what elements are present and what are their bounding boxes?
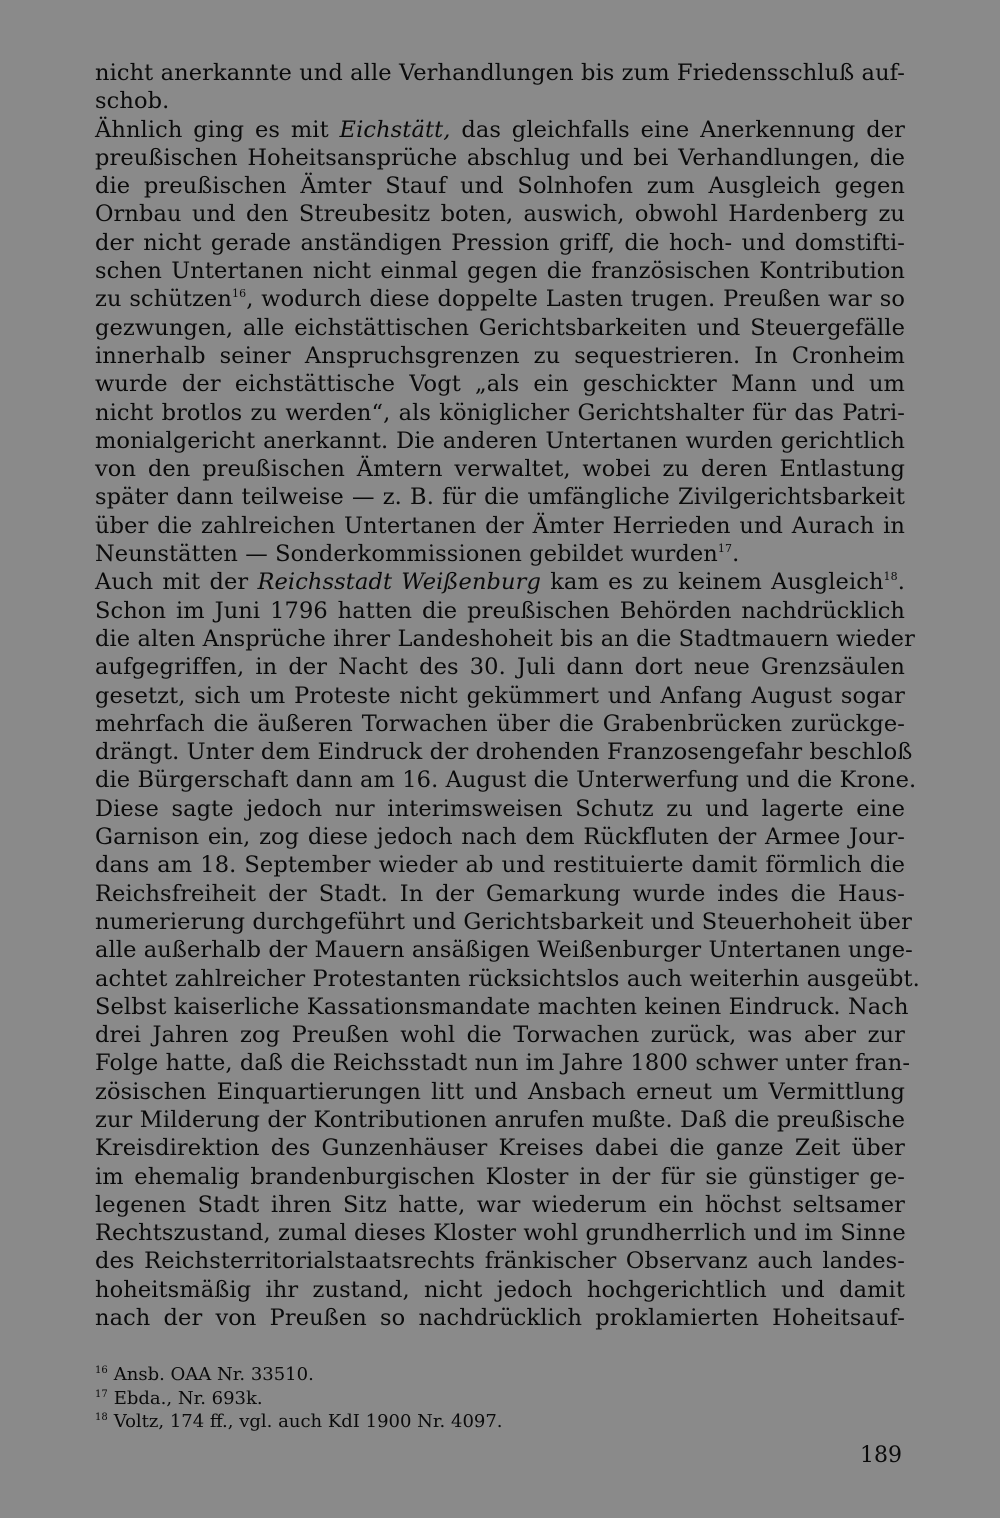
text-line	[95, 1078, 905, 1106]
page-number: 189	[860, 1443, 902, 1468]
body-text	[95, 59, 920, 1332]
text-line	[95, 766, 917, 794]
text-segment: das gleichfalls eine Anerkennung der	[450, 116, 905, 143]
text-segment: Selbst kaiserliche Kassationsmandate machten keinen Eindruck. Nach	[95, 993, 909, 1020]
text-segment: schob.	[95, 88, 170, 115]
italic-name: Eichstätt,	[339, 116, 451, 143]
text-segment: Ornbau und den Streubesitz boten, auswich, obwohl Hardenberg zu	[95, 201, 905, 228]
text-segment: mehrfach die äußeren Torwachen über die Grabenbrücken zurückge-	[95, 710, 905, 737]
text-line	[95, 880, 905, 908]
text-line	[95, 851, 905, 879]
text-line	[95, 568, 905, 596]
text-line	[95, 59, 905, 87]
text-line	[95, 172, 905, 200]
text-segment: Folge hatte, daß die Reichsstadt nun im Jahre 1800 schwer unter fran-	[95, 1050, 911, 1077]
text-line	[95, 455, 905, 483]
text-segment: zu schützen	[95, 286, 233, 313]
text-segment: Reichsfreiheit der Stadt. In der Gemarkung wurde indes die Haus-	[95, 880, 905, 907]
text-line	[95, 314, 905, 342]
text-line	[95, 1247, 905, 1275]
footnote	[95, 1410, 795, 1434]
footnote-ref: 17	[717, 542, 733, 556]
text-line	[95, 1276, 905, 1304]
text-line	[95, 710, 905, 738]
footnote-ref: 16	[232, 287, 247, 301]
text-segment: achtet zahlreicher Protestanten rücksichtslos auch weiterhin ausgeübt.	[95, 965, 920, 992]
text-segment: drei Jahren zog Preußen wohl die Torwachen zurück, was aber zur	[95, 1022, 905, 1049]
text-line	[95, 116, 905, 144]
text-segment: die alten Ansprüche ihrer Landeshoheit bis an die Stadtmauern wieder	[95, 625, 915, 652]
text-segment: Auch mit der	[95, 569, 258, 596]
text-segment: .	[732, 541, 740, 568]
text-segment: alle außerhalb der Mauern ansäßigen Weißenburger Untertanen unge-	[95, 937, 913, 964]
text-segment: zur Milderung der Kontributionen anrufen mußte. Daß die preußische	[95, 1106, 905, 1133]
text-line	[95, 1163, 905, 1191]
text-segment: Rechtszustand, zumal dieses Kloster wohl grundherrlich und im Sinne	[95, 1220, 906, 1247]
text-segment: Schon im Juni 1796 hatten die preußischen Behörden nachdrücklich	[95, 597, 905, 624]
italic-name: Reichsstadt Weißenburg	[257, 569, 541, 596]
text-segment: kam es zu keinem Ausgleich	[541, 569, 884, 596]
text-line	[95, 965, 920, 993]
text-segment: Kreisdirektion des Gunzenhäuser Kreises dabei die ganze Zeit über	[95, 1135, 905, 1162]
footnote-text: Ebda., Nr. 693k.	[113, 1387, 263, 1409]
text-line	[95, 1049, 911, 1077]
text-line	[95, 342, 905, 370]
text-line	[95, 1191, 905, 1219]
footnote-number: 18	[95, 1412, 108, 1423]
footnote-ref: 18	[883, 570, 898, 584]
text-segment: monialgericht anerkannt. Die anderen Untertanen wurden gerichtlich	[95, 427, 905, 454]
text-line	[95, 993, 909, 1021]
text-line	[95, 540, 905, 568]
text-line	[95, 738, 913, 766]
text-line	[95, 1106, 905, 1134]
text-line	[95, 144, 905, 172]
text-segment: Neunstätten — Sonderkommissionen gebildet wurden	[95, 541, 718, 568]
text-line	[95, 823, 905, 851]
text-line	[95, 597, 905, 625]
text-segment: gesetzt, sich um Proteste nicht gekümmert und Anfang August sogar	[95, 682, 905, 709]
footnote	[95, 1387, 795, 1411]
text-segment: über die zahlreichen Untertanen der Ämter Herrieden und Aurach in	[95, 512, 905, 539]
text-segment: numerierung durchgeführt und Gerichtsbarkeit und Steuerhoheit über	[95, 908, 912, 935]
text-line	[95, 908, 912, 936]
text-line	[95, 370, 905, 398]
text-line	[95, 427, 905, 455]
text-line	[95, 682, 905, 710]
text-segment: nicht anerkannte und alle Verhandlungen bis zum Friedensschluß auf-	[95, 60, 905, 86]
text-line	[95, 1304, 905, 1332]
text-line	[95, 257, 905, 285]
footnote-text: Ansb. OAA Nr. 33510.	[113, 1364, 314, 1385]
footnote-number: 17	[95, 1388, 108, 1400]
text-line	[95, 512, 905, 540]
text-line	[95, 285, 905, 313]
text-segment: zösischen Einquartierungen litt und Ansbach erneut um Vermittlung	[95, 1078, 905, 1105]
text-segment: die preußischen Ämter Stauf und Solnhofen zum Ausgleich gegen	[95, 173, 905, 200]
text-segment: im ehemalig brandenburgischen Kloster in der für sie günstiger ge-	[95, 1163, 905, 1190]
text-segment: nicht brotlos zu werden“, als königlicher Gerichtshalter für das Patri-	[95, 399, 905, 426]
text-segment: , wodurch diese doppelte Lasten trugen. Preußen war so	[246, 286, 905, 313]
footnote-number: 16	[95, 1365, 108, 1376]
text-segment: Diese sagte jedoch nur interimsweisen Schutz zu und lagerte eine	[95, 795, 905, 822]
text-segment: legenen Stadt ihren Sitz hatte, war wiederum ein höchst seltsamer	[95, 1191, 905, 1218]
text-line	[95, 87, 905, 115]
text-line	[95, 399, 905, 427]
text-segment: hoheitsmäßig ihr zustand, nicht jedoch hochgerichtlich und damit	[95, 1276, 905, 1303]
text-segment: innerhalb seiner Anspruchsgrenzen zu sequestrieren. In Cronheim	[95, 342, 905, 369]
text-line	[95, 625, 915, 653]
text-segment: drängt. Unter dem Eindruck der drohenden Franzosengefahr beschloß	[95, 739, 913, 766]
footnotes	[95, 1363, 795, 1434]
text-segment: nach der von Preußen so nachdrücklich proklamierten Hoheitsauf-	[95, 1305, 905, 1332]
text-line	[95, 229, 905, 257]
text-line	[95, 1134, 905, 1162]
text-segment: gezwungen, alle eichstättischen Gerichtsbarkeiten und Steuergefälle	[95, 314, 905, 341]
text-segment: schen Untertanen nicht einmal gegen die französischen Kontribution	[95, 258, 905, 285]
text-line	[95, 200, 905, 228]
text-line	[95, 936, 913, 964]
text-line	[95, 483, 905, 511]
text-segment: des Reichsterritorialstaatsrechts fränkischer Observanz auch landes-	[95, 1248, 905, 1275]
text-line	[95, 653, 905, 681]
text-line	[95, 1021, 905, 1049]
text-segment: von den preußischen Ämtern verwaltet, wobei zu deren Entlastung	[95, 456, 905, 483]
text-segment: .	[897, 569, 906, 596]
text-segment: wurde der eichstättische Vogt „als ein geschickter Mann und um	[95, 371, 905, 398]
footnote-text: Voltz, 174 ff., vgl. auch KdI 1900 Nr. 4097.	[113, 1411, 503, 1432]
footnote	[95, 1363, 795, 1387]
text-line	[95, 1219, 905, 1247]
text-segment: Garnison ein, zog diese jedoch nach dem Rückfluten der Armee Jour-	[95, 824, 905, 851]
text-segment: die Bürgerschaft dann am 16. August die Unterwerfung und die Krone.	[95, 767, 917, 794]
text-segment: später dann teilweise — z. B. für die umfängliche Zivilgerichtsbarkeit	[95, 484, 905, 511]
text-segment: aufgegriffen, in der Nacht des 30. Juli dann dort neue Grenzsäulen	[95, 654, 905, 681]
text-segment: dans am 18. September wieder ab und restituierte damit förmlich die	[95, 852, 905, 879]
text-segment: der nicht gerade anständigen Pression griff, die hoch- und domstifti-	[95, 229, 905, 256]
text-segment: preußischen Hoheitsansprüche abschlug und bei Verhandlungen, die	[95, 144, 905, 171]
text-line	[95, 795, 905, 823]
text-segment: Ähnlich ging es mit	[95, 116, 340, 143]
